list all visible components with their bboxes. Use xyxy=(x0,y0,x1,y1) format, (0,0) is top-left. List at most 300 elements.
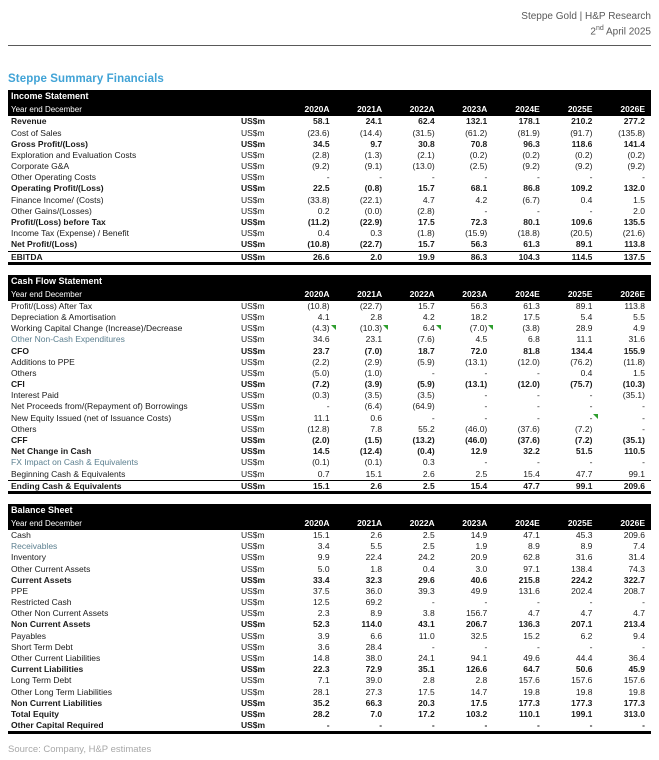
cell-value: 2.6 xyxy=(370,480,383,491)
row-label: Exploration and Evaluation Costs xyxy=(11,149,137,160)
cell-value: - xyxy=(484,367,488,378)
cell-value: 4.2 xyxy=(422,311,435,322)
cell-value: - xyxy=(642,172,645,183)
cell-value: (0.2) xyxy=(574,149,593,160)
cell-value: 15.1 xyxy=(313,529,330,540)
row-unit: US$m xyxy=(241,183,266,194)
cell-value: - xyxy=(537,172,540,183)
cell-value: - xyxy=(642,597,645,608)
table-row xyxy=(8,457,651,468)
cell-value: (10.3) xyxy=(622,379,645,390)
cell-value: - xyxy=(537,641,540,652)
cell-value: 68.1 xyxy=(470,183,488,194)
row-label: Payables xyxy=(11,630,46,641)
cell-value: 99.1 xyxy=(628,468,645,479)
cell-value: 0.2 xyxy=(317,205,330,216)
page-title: Steppe Summary Financials xyxy=(8,73,164,86)
row-label: Finance Income/ (Costs) xyxy=(11,194,104,205)
cell-value: (7.2) xyxy=(574,435,593,446)
column-header: 2026E xyxy=(620,104,645,115)
column-header: 2021A xyxy=(357,288,383,299)
cell-value: (13.0) xyxy=(412,161,435,172)
cell-value: (10.3) xyxy=(336,323,389,334)
row-unit: US$m xyxy=(241,641,265,652)
column-header: 2025E xyxy=(567,288,593,299)
row-label: CFI xyxy=(11,379,25,390)
cell-value: (9.2) xyxy=(627,161,645,172)
row-label: Inventory xyxy=(11,552,46,563)
cell-value: 8.9 xyxy=(370,608,383,619)
row-unit: US$m xyxy=(241,619,266,630)
cell-value: 99.1 xyxy=(575,480,593,491)
cell-value: (3.9) xyxy=(364,379,383,390)
cell-value: 136.3 xyxy=(518,619,540,630)
row-unit: US$m xyxy=(241,379,266,390)
cell-value: 177.3 xyxy=(571,697,593,708)
row-unit: US$m xyxy=(241,468,265,479)
row-unit: US$m xyxy=(241,311,265,322)
cell-value: 141.4 xyxy=(623,138,645,149)
cell-value: 5.5 xyxy=(633,311,645,322)
year-end-label: Year end December xyxy=(11,105,82,115)
cell-value: 14.8 xyxy=(313,653,330,664)
row-label: Profit/(Loss) before Tax xyxy=(11,217,106,228)
cell-value: 137.5 xyxy=(623,251,645,262)
row-label: Long Term Debt xyxy=(11,675,72,686)
cell-value: 28.2 xyxy=(313,708,330,719)
cell-value: 110.1 xyxy=(519,708,540,719)
cell-value: - xyxy=(379,720,383,731)
cell-value: (35.1) xyxy=(622,435,645,446)
table-row xyxy=(8,323,651,334)
cell-value: 8.9 xyxy=(528,541,540,552)
cell-value: 69.2 xyxy=(365,597,383,608)
cell-value: 19.8 xyxy=(575,686,593,697)
cell-value: 177.3 xyxy=(623,697,645,708)
table-row xyxy=(8,480,651,491)
table-row xyxy=(8,161,651,172)
row-unit: US$m xyxy=(241,172,265,183)
cell-value: 94.1 xyxy=(470,653,488,664)
row-label: Other Operating Costs xyxy=(11,172,97,183)
row-label: Receivables xyxy=(11,541,58,552)
table-row xyxy=(8,217,651,228)
cell-value: - xyxy=(431,412,435,423)
cell-value: (135.8) xyxy=(618,127,645,138)
cell-value: 2.8 xyxy=(475,675,488,686)
table-row xyxy=(8,575,651,586)
table-row xyxy=(8,228,651,239)
cell-value: 206.7 xyxy=(466,619,488,630)
row-label: Non Current Assets xyxy=(11,619,91,630)
cell-value: 0.3 xyxy=(370,228,383,239)
column-header-row xyxy=(8,517,651,530)
cell-value: - xyxy=(484,597,488,608)
table-row xyxy=(8,435,651,446)
cell-value: 47.1 xyxy=(523,529,540,540)
cell-value: (2.8) xyxy=(312,149,330,160)
cell-value: 17.5 xyxy=(470,697,488,708)
cell-value: (37.6) xyxy=(517,435,540,446)
cell-value: - xyxy=(537,205,540,216)
cell-value: 86.3 xyxy=(470,251,488,262)
cell-value: - xyxy=(484,457,488,468)
cell-value: 1.9 xyxy=(475,541,488,552)
cell-value: (15.9) xyxy=(465,228,488,239)
row-unit: US$m xyxy=(241,435,266,446)
cell-value: (12.4) xyxy=(359,446,383,457)
row-unit: US$m xyxy=(241,127,265,138)
cell-value: 2.3 xyxy=(317,608,330,619)
cell-value: 7.4 xyxy=(633,541,645,552)
cell-value: (22.1) xyxy=(359,194,383,205)
cell-value: 51.5 xyxy=(575,446,593,457)
row-unit: US$m xyxy=(241,597,265,608)
cell-value: - xyxy=(642,412,645,423)
cell-value: 2.5 xyxy=(475,468,488,479)
date-ordinal: nd xyxy=(595,24,604,32)
cell-value: 14.5 xyxy=(313,446,330,457)
cell-value: (0.2) xyxy=(469,149,488,160)
row-label: FX Impact on Cash & Equivalents xyxy=(11,457,139,468)
cell-value: (2.2) xyxy=(312,356,330,367)
row-unit: US$m xyxy=(241,720,266,731)
cell-value: 322.7 xyxy=(623,574,645,585)
cell-value: 1.5 xyxy=(633,194,645,205)
cell-value: (5.0) xyxy=(312,367,330,378)
cell-value: (0.1) xyxy=(312,457,330,468)
cell-value: 64.7 xyxy=(523,664,540,675)
row-label: Other Gains/(Losses) xyxy=(11,205,92,216)
cell-value: (11.2) xyxy=(307,217,330,228)
section-balance-sheet xyxy=(8,504,651,734)
cell-value: 15.4 xyxy=(523,468,540,479)
cell-value: 9.9 xyxy=(317,552,330,563)
cell-value: - xyxy=(379,172,383,183)
cell-value: 178.1 xyxy=(518,116,540,127)
cell-value: - xyxy=(642,423,645,434)
cell-value: 74.3 xyxy=(628,563,645,574)
cell-value: (22.7) xyxy=(359,300,383,311)
cell-value: (12.0) xyxy=(517,379,540,390)
cell-value: (6.4) xyxy=(364,401,383,412)
cell-value: 313.0 xyxy=(623,708,645,719)
row-unit: US$m xyxy=(241,228,265,239)
cell-value: 33.4 xyxy=(313,574,330,585)
cell-value: 15.1 xyxy=(313,480,330,491)
row-unit: US$m xyxy=(241,149,265,160)
row-label: Corporate G&A xyxy=(11,161,70,172)
cell-value: 22.3 xyxy=(313,664,330,675)
cell-value: 9.4 xyxy=(633,630,645,641)
cell-value: (14.4) xyxy=(359,127,383,138)
cell-value: 14.9 xyxy=(470,529,488,540)
column-header: 2026E xyxy=(620,517,645,528)
row-unit: US$m xyxy=(241,194,265,205)
cell-value: - xyxy=(537,457,540,468)
cell-value: (3.5) xyxy=(417,390,435,401)
cell-value: 52.3 xyxy=(313,619,330,630)
column-header: 2025E xyxy=(567,517,593,528)
cell-value: 6.8 xyxy=(528,334,540,345)
cell-value: 113.8 xyxy=(624,239,645,250)
cell-value: 209.6 xyxy=(623,529,645,540)
cell-value: 134.4 xyxy=(571,345,593,356)
cell-value: (10.8) xyxy=(307,300,330,311)
table-row xyxy=(8,251,651,262)
table-row xyxy=(8,379,651,390)
column-header: 2023A xyxy=(462,517,488,528)
table-row xyxy=(8,401,651,412)
row-label: Net Proceeds from/(Repayment of) Borrowings xyxy=(11,401,188,412)
row-unit: US$m xyxy=(241,205,265,216)
cell-value: 89.1 xyxy=(575,239,593,250)
row-label: Other Capital Required xyxy=(11,720,104,731)
cell-value: (0.1) xyxy=(364,457,383,468)
cell-value: 4.1 xyxy=(317,311,330,322)
cell-value: - xyxy=(484,205,488,216)
cell-value: 19.8 xyxy=(628,686,645,697)
table-row xyxy=(8,116,651,127)
cell-value: 18.2 xyxy=(470,311,488,322)
column-header: 2022A xyxy=(409,517,435,528)
column-header-row xyxy=(8,103,651,116)
table-row xyxy=(8,446,651,457)
row-unit: US$m xyxy=(241,423,265,434)
column-header: 2021A xyxy=(357,104,383,115)
row-label: Profit/(Loss) After Tax xyxy=(11,300,93,311)
cell-value: 20.3 xyxy=(418,697,435,708)
cell-value: 23.1 xyxy=(365,334,383,345)
row-label: Operating Profit/(Loss) xyxy=(11,183,104,194)
cell-value: 5.5 xyxy=(370,541,383,552)
column-header: 2020A xyxy=(304,517,330,528)
row-label: Net Profit/(Loss) xyxy=(11,239,78,250)
row-unit: US$m xyxy=(241,697,266,708)
cell-value: 61.3 xyxy=(523,239,540,250)
cell-value: 0.7 xyxy=(317,468,330,479)
cell-value: 36.4 xyxy=(628,653,645,664)
column-header: 2022A xyxy=(409,104,435,115)
table-row xyxy=(8,312,651,323)
cell-value: (1.0) xyxy=(364,367,383,378)
cell-value: 202.4 xyxy=(571,585,593,596)
cell-value: 2.0 xyxy=(633,205,645,216)
cell-value: - xyxy=(537,720,540,731)
cell-value: - xyxy=(537,390,540,401)
cell-value: 210.2 xyxy=(571,116,593,127)
cell-value: 157.6 xyxy=(623,675,645,686)
row-label: Cash xyxy=(11,529,31,540)
cell-value: - xyxy=(589,720,593,731)
cell-value: (10.8) xyxy=(307,239,330,250)
cell-value: (1.8) xyxy=(417,228,435,239)
column-header: 2023A xyxy=(462,104,488,115)
row-label: Total Equity xyxy=(11,708,60,719)
cell-value: - xyxy=(589,172,593,183)
cell-value: 6.6 xyxy=(370,630,383,641)
row-unit: US$m xyxy=(241,161,265,172)
cell-value: - xyxy=(484,412,488,423)
cell-value: 45.9 xyxy=(628,664,645,675)
table-row xyxy=(8,469,651,480)
table-row xyxy=(8,195,651,206)
column-header: 2020A xyxy=(304,288,330,299)
cell-value: 32.3 xyxy=(365,574,383,585)
cell-value: 224.2 xyxy=(571,574,593,585)
column-header: 2024E xyxy=(515,517,540,528)
cell-value: (1.3) xyxy=(364,149,383,160)
cell-value: (91.7) xyxy=(570,127,593,138)
cell-value: - xyxy=(326,720,330,731)
row-unit: US$m xyxy=(241,664,266,675)
row-label: PPE xyxy=(11,585,29,596)
cell-value: - xyxy=(589,390,593,401)
row-unit: US$m xyxy=(241,138,266,149)
cell-value: 2.6 xyxy=(422,468,435,479)
cell-value: 61.3 xyxy=(523,300,540,311)
cell-value: 32.2 xyxy=(523,446,540,457)
cell-value: - xyxy=(431,641,435,652)
row-unit: US$m xyxy=(241,585,265,596)
cell-value: - xyxy=(484,172,488,183)
cell-value: 4.7 xyxy=(580,608,593,619)
table-row xyxy=(8,239,651,250)
cell-value: 2.8 xyxy=(422,675,435,686)
cell-value: 34.6 xyxy=(313,334,330,345)
table-row xyxy=(8,541,651,552)
row-label: Cost of Sales xyxy=(11,127,62,138)
cell-value: (21.6) xyxy=(622,228,645,239)
cell-value: 209.6 xyxy=(623,480,645,491)
cell-value: (18.8) xyxy=(517,228,540,239)
cell-value: (46.0) xyxy=(465,423,488,434)
cell-value: 80.1 xyxy=(523,217,540,228)
cell-value: - xyxy=(537,367,540,378)
cell-value: 12.5 xyxy=(313,597,330,608)
cell-value: 7.8 xyxy=(370,423,383,434)
section-cash-flow-statement xyxy=(8,275,651,494)
cell-value: 113.8 xyxy=(624,300,645,311)
table-row xyxy=(8,664,651,675)
column-header: 2021A xyxy=(357,517,383,528)
table-row xyxy=(8,413,651,424)
column-header: 2024E xyxy=(515,104,540,115)
cell-value: 0.6 xyxy=(370,412,383,423)
cell-value: 27.3 xyxy=(365,686,383,697)
cell-value: 3.4 xyxy=(317,541,330,552)
row-unit: US$m xyxy=(241,116,266,127)
cell-value: 40.6 xyxy=(470,574,488,585)
cell-value: - xyxy=(326,172,330,183)
cell-value: - xyxy=(642,401,645,412)
cell-value: 55.2 xyxy=(418,423,435,434)
table-row xyxy=(8,698,651,709)
cell-value: 22.4 xyxy=(365,552,383,563)
cell-value: - xyxy=(484,390,488,401)
row-unit: US$m xyxy=(241,412,265,423)
table-row xyxy=(8,675,651,686)
cell-value: - xyxy=(642,720,645,731)
cell-value: 18.7 xyxy=(418,345,435,356)
row-unit: US$m xyxy=(241,300,265,311)
cell-value: - xyxy=(642,457,645,468)
cell-value: (7.2) xyxy=(312,379,330,390)
table-row xyxy=(8,183,651,194)
row-label: Other Current Assets xyxy=(11,563,91,574)
cell-value: 66.3 xyxy=(365,697,383,708)
table-row xyxy=(8,150,651,161)
cell-value: 56.3 xyxy=(470,239,488,250)
cell-value: 2.5 xyxy=(422,541,435,552)
column-header: 2024E xyxy=(515,288,540,299)
row-unit: US$m xyxy=(241,574,266,585)
cell-value: - xyxy=(326,401,330,412)
row-unit: US$m xyxy=(241,675,265,686)
cell-value: (7.6) xyxy=(417,334,435,345)
row-label: Ending Cash & Equivalents xyxy=(11,480,122,491)
cell-value: 155.9 xyxy=(623,345,645,356)
cell-value: 50.6 xyxy=(575,664,593,675)
cell-value: 47.7 xyxy=(575,468,593,479)
table-row xyxy=(8,424,651,435)
cell-value: 1.5 xyxy=(633,367,645,378)
cell-value: (5.9) xyxy=(417,356,435,367)
cell-value: 97.1 xyxy=(523,563,540,574)
row-label: New Equity Issued (net of Issuance Costs) xyxy=(11,412,172,423)
cell-value: 207.1 xyxy=(571,619,593,630)
cell-value: (3.5) xyxy=(364,390,383,401)
cell-value: (0.8) xyxy=(364,183,383,194)
cell-value: 19.9 xyxy=(418,251,435,262)
cell-value: (35.1) xyxy=(622,390,645,401)
row-unit: US$m xyxy=(241,401,265,412)
cell-value: 199.1 xyxy=(571,708,593,719)
cell-value: 15.4 xyxy=(470,480,488,491)
table-row xyxy=(8,346,651,357)
cell-value: - xyxy=(484,401,488,412)
cell-value: (4.3) xyxy=(283,323,336,334)
cell-value: 8.9 xyxy=(580,541,593,552)
table-row xyxy=(8,139,651,150)
row-unit: US$m xyxy=(241,552,265,563)
row-unit: US$m xyxy=(241,217,266,228)
row-unit: US$m xyxy=(241,630,265,641)
cell-value: 32.5 xyxy=(470,630,488,641)
row-unit: US$m xyxy=(241,653,265,664)
column-header: 2023A xyxy=(462,288,488,299)
cell-value: 0.4 xyxy=(580,367,593,378)
cell-value: 0.4 xyxy=(580,194,593,205)
row-unit: US$m xyxy=(241,345,266,356)
cell-value: 30.8 xyxy=(418,138,435,149)
table-row xyxy=(8,334,651,345)
row-unit: US$m xyxy=(241,541,265,552)
table-row xyxy=(8,653,651,664)
row-unit: US$m xyxy=(241,529,265,540)
cell-value: 58.1 xyxy=(313,116,330,127)
cell-value: - xyxy=(589,597,593,608)
cell-value: 156.7 xyxy=(466,608,488,619)
cell-value: 35.2 xyxy=(313,697,330,708)
cell-value: 6.4 xyxy=(388,323,441,334)
row-label: CFF xyxy=(11,435,28,446)
table-row xyxy=(8,586,651,597)
cell-value: 89.1 xyxy=(575,300,593,311)
section-title: Income Statement xyxy=(8,90,651,103)
row-label: Net Change in Cash xyxy=(11,446,92,457)
cell-value: 39.3 xyxy=(418,585,435,596)
